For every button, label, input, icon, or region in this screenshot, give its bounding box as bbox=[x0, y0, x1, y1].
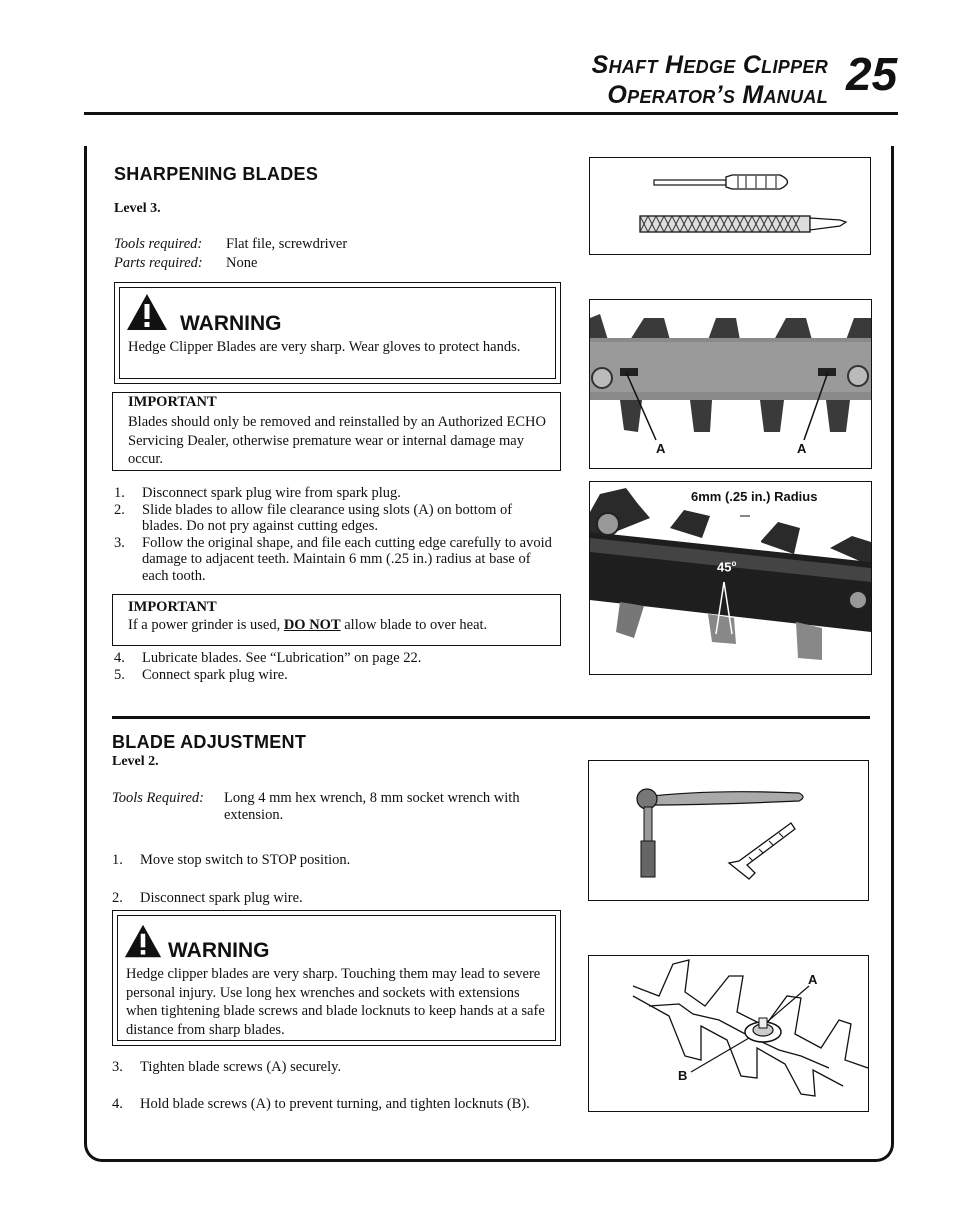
step-text: Connect spark plug wire. bbox=[142, 666, 288, 683]
slot-label-a-right: A bbox=[797, 441, 807, 456]
list-item bbox=[114, 650, 554, 667]
important-title: IMPORTANT bbox=[128, 394, 217, 410]
list-item bbox=[112, 1059, 562, 1076]
warning-title: WARNING bbox=[168, 939, 270, 962]
step-text: Move stop switch to STOP position. bbox=[140, 852, 351, 868]
step-number: 5. bbox=[114, 666, 125, 683]
important-text-after: allow blade to over heat. bbox=[340, 617, 488, 633]
step-number: 3. bbox=[112, 1059, 123, 1075]
adjustment-step-4 bbox=[112, 1096, 572, 1113]
wrenches-figure bbox=[588, 760, 869, 901]
locknut-label-b: B bbox=[678, 1068, 688, 1083]
parts-required-label: Parts required: bbox=[114, 255, 203, 271]
slot-label-a-left: A bbox=[656, 441, 666, 456]
tools-required-label: Tools required: bbox=[114, 236, 203, 252]
important-text-before: If a power grinder is used, bbox=[128, 617, 284, 633]
step-text: Hold blade screws (A) to prevent turning, and tighten locknuts (B). bbox=[140, 1096, 530, 1112]
step-text: Follow the original shape, and file each cutting edge carefully to avoid damage to adjacent teeth. Maintain 6 mm (.25 in.) radius at base of each tooth. bbox=[142, 534, 552, 584]
list-item bbox=[114, 485, 554, 502]
important-text: Blades should only be removed and reinstalled by an Authorized ECHO Servicing Dealer, otherwise premature wear or internal damage may occur. bbox=[128, 414, 546, 467]
list-item bbox=[114, 535, 554, 585]
important-text-emphasis: DO NOT bbox=[283, 617, 341, 633]
blade-slots-photo bbox=[590, 300, 871, 468]
tools-figure bbox=[589, 157, 871, 255]
adjustment-step-3 bbox=[112, 1059, 562, 1076]
list-item bbox=[112, 852, 552, 869]
screw-label-a: A bbox=[808, 972, 818, 987]
step-number: 1. bbox=[112, 852, 123, 868]
important-text bbox=[128, 617, 487, 634]
angle-label bbox=[717, 559, 736, 574]
manual-title-line1: Shaft Hedge Clipper bbox=[591, 51, 828, 79]
manual-title bbox=[592, 50, 828, 110]
socket-and-hex-wrench-icon bbox=[589, 761, 868, 900]
list-item bbox=[114, 502, 554, 535]
tools-required-label: Tools Required: bbox=[112, 790, 204, 806]
screwdriver-and-file-icon bbox=[590, 158, 870, 254]
page-number: 25 bbox=[846, 48, 898, 100]
step-text: Slide blades to allow file clearance using slots (A) on bottom of blades. Do not pry against cutting edges. bbox=[142, 501, 513, 534]
adjustment-heading: BLADE ADJUSTMENT bbox=[112, 732, 307, 752]
tooth-radius-photo bbox=[590, 482, 871, 674]
step-text: Tighten blade screws (A) securely. bbox=[140, 1059, 342, 1075]
step-number: 2. bbox=[114, 501, 125, 518]
radius-label: 6mm (.25 in.) Radius bbox=[691, 489, 818, 504]
adjustment-level: Level 2. bbox=[112, 754, 159, 769]
sharpening-heading: SHARPENING BLADES bbox=[114, 164, 319, 184]
warning-title: WARNING bbox=[180, 312, 282, 335]
sharpening-steps bbox=[114, 485, 554, 584]
step-text: Disconnect spark plug wire from spark plug. bbox=[142, 485, 401, 501]
step-number: 1. bbox=[114, 485, 125, 501]
step-number: 2. bbox=[112, 890, 123, 906]
warning-text: Hedge Clipper Blades are very sharp. Wear gloves to protect hands. bbox=[128, 339, 521, 355]
warning-text: Hedge clipper blades are very sharp. Touching them may lead to severe personal injury. Use long hex wrenches and sockets with extensions when tightening blade screws and blade locknuts to keep hands at a safe distance from sharp blades. bbox=[126, 966, 545, 1038]
header-rule bbox=[84, 112, 898, 115]
step-text: Disconnect spark plug wire. bbox=[140, 890, 303, 906]
adjustment-step-1 bbox=[112, 852, 552, 869]
angle-value: 45 bbox=[717, 559, 732, 575]
blade-screws-diagram bbox=[589, 956, 868, 1111]
step-text: Lubricate blades. See “Lubrication” on page 22. bbox=[142, 650, 422, 666]
adjustment-step-2 bbox=[112, 890, 552, 907]
warning-triangle-icon bbox=[126, 293, 168, 331]
angle-unit: o bbox=[731, 559, 737, 568]
tools-required-value: Flat file, screwdriver bbox=[226, 236, 348, 252]
section-divider bbox=[112, 716, 870, 719]
step-number: 3. bbox=[114, 534, 125, 551]
warning-triangle-icon bbox=[124, 923, 162, 959]
tools-required-value: Long 4 mm hex wrench, 8 mm socket wrench with extension. bbox=[224, 790, 520, 823]
manual-title-line2: Operator’s Manual bbox=[607, 81, 828, 109]
blade-slots-figure bbox=[589, 299, 872, 469]
list-item bbox=[112, 1096, 572, 1113]
step-number: 4. bbox=[112, 1096, 123, 1112]
sharpening-steps-continued bbox=[114, 650, 554, 683]
sharpening-level: Level 3. bbox=[114, 201, 161, 216]
step-number: 4. bbox=[114, 650, 125, 666]
parts-required-value: None bbox=[226, 255, 258, 271]
list-item bbox=[114, 667, 554, 684]
blade-screws-figure bbox=[588, 955, 869, 1112]
list-item bbox=[112, 890, 552, 907]
tooth-radius-figure bbox=[589, 481, 872, 675]
important-title: IMPORTANT bbox=[128, 599, 217, 615]
